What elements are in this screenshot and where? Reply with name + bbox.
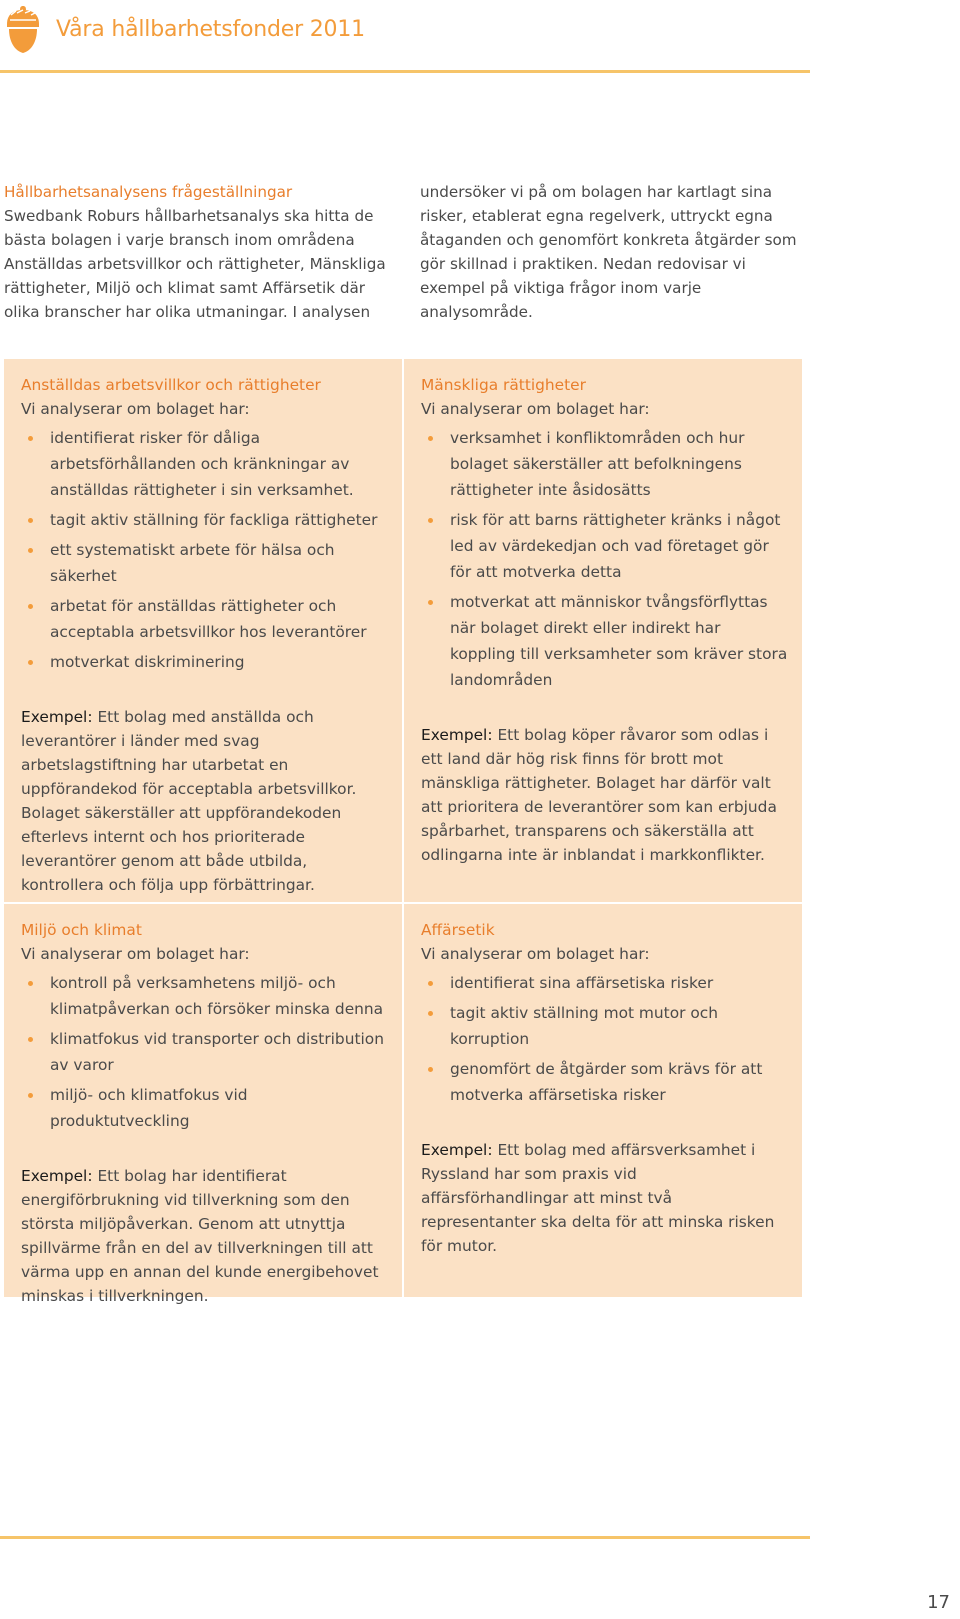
list-item: genomfört de åtgärder som krävs för att motverka affärsetiska risker bbox=[421, 1056, 788, 1108]
example-text: Ett bolag med anställda och leverantörer i länder med svag arbetslagstiftning har utarbetat en uppförandekod för acceptabla arbetsvillkor. Bolaget säkerställer att uppförandekoden efterlevs internt och hos prioriterade leverantörer genom att både utbilda, kontrollera och följa upp förbättringar. bbox=[21, 708, 357, 894]
example-text: Ett bolag köper råvaror som odlas i ett land där hög risk finns för brott mot mänskliga rättigheter. Bolaget har därför valt att prioritera de leverantörer som kan erbjuda spårbarhet, transparens och säkerställa att odlingarna inte är inblandat i markkonflikter. bbox=[421, 726, 777, 864]
list-item: klimatfokus vid transporter och distribution av varor bbox=[21, 1026, 388, 1078]
list-item: risk för att barns rättigheter kränks i något led av värdekedjan och vad företaget gör för att motverka detta bbox=[421, 507, 788, 585]
intro-heading: Hållbarhetsanalysens frågeställningar bbox=[4, 183, 293, 201]
header-divider bbox=[0, 70, 810, 73]
section-title: Miljö och klimat bbox=[21, 921, 142, 939]
section-list bbox=[421, 970, 788, 1108]
section-lead: Vi analyserar om bolaget har: bbox=[421, 945, 650, 963]
section-list bbox=[21, 970, 388, 1134]
example-paragraph bbox=[21, 1164, 388, 1308]
list-item: tagit aktiv ställning mot mutor och korruption bbox=[421, 1000, 788, 1052]
list-item: tagit aktiv ställning för fackliga rättigheter bbox=[21, 507, 388, 533]
section-list bbox=[421, 425, 788, 693]
example-text: Ett bolag med affärsverksamhet i Ryssland har som praxis vid affärsförhandlingar att minst två representanter ska delta för att minska risken för mutor. bbox=[421, 1141, 775, 1255]
page-title: Våra hållbarhetsfonder 2011 bbox=[56, 17, 365, 42]
section-lead: Vi analyserar om bolaget har: bbox=[421, 400, 650, 418]
list-item: verksamhet i konfliktområden och hur bolaget säkerställer att befolkningens rättigheter inte åsidosätts bbox=[421, 425, 788, 503]
example-label: Exempel: bbox=[421, 726, 493, 744]
section-lead: Vi analyserar om bolaget har: bbox=[21, 400, 250, 418]
example-label: Exempel: bbox=[21, 1167, 93, 1185]
intro-left-text: Swedbank Roburs hållbarhetsanalys ska hitta de bästa bolagen i varje bransch inom områdena Anställdas arbetsvillkor och rättigheter, Mänskliga rättigheter, Miljö och klimat samt Affärsetik där olika branscher har olika utmaningar. I analysen bbox=[4, 207, 386, 321]
footer-divider bbox=[0, 1536, 810, 1539]
example-label: Exempel: bbox=[21, 708, 93, 726]
acorn-icon bbox=[4, 4, 42, 54]
section-list bbox=[21, 425, 388, 675]
panel-environment bbox=[4, 904, 402, 1305]
panel-human-rights bbox=[404, 359, 802, 902]
list-item: motverkat diskriminering bbox=[21, 649, 388, 675]
intro-left-column bbox=[4, 180, 389, 324]
list-item: arbetat för anställdas rättigheter och acceptabla arbetsvillkor hos leverantörer bbox=[21, 593, 388, 645]
page-header bbox=[0, 0, 810, 75]
panel-employee-rights bbox=[4, 359, 402, 902]
section-title: Mänskliga rättigheter bbox=[421, 376, 586, 394]
list-item: identifierat risker för dåliga arbetsförhållanden och kränkningar av anställdas rättigheter i sin verksamhet. bbox=[21, 425, 388, 503]
example-paragraph bbox=[21, 705, 388, 897]
list-item: kontroll på verksamhetens miljö- och klimatpåverkan och försöker minska denna bbox=[21, 970, 388, 1022]
section-title: Anställdas arbetsvillkor och rättigheter bbox=[21, 376, 321, 394]
section-lead: Vi analyserar om bolaget har: bbox=[21, 945, 250, 963]
section-title: Affärsetik bbox=[421, 921, 495, 939]
example-paragraph bbox=[421, 1138, 788, 1258]
page-number: 17 bbox=[927, 1592, 950, 1613]
list-item: identifierat sina affärsetiska risker bbox=[421, 970, 788, 996]
example-label: Exempel: bbox=[421, 1141, 493, 1159]
example-text: Ett bolag har identifierat energiförbrukning vid tillverkning som den största miljöpåverkan. Genom att utnyttja spillvärme från en del av tillverkningen till att värma upp en annan del kunde energibehovet minskas i tillverkningen. bbox=[21, 1167, 379, 1305]
example-paragraph bbox=[421, 723, 788, 867]
intro-right-column bbox=[420, 180, 815, 324]
list-item: motverkat att människor tvångsförflyttas när bolaget direkt eller indirekt har koppling till verksamheter som kräver stora landområden bbox=[421, 589, 788, 693]
list-item: miljö- och klimatfokus vid produktutveckling bbox=[21, 1082, 388, 1134]
intro-right-text: undersöker vi på om bolagen har kartlagt sina risker, etablerat egna regelverk, uttryckt egna åtaganden och genomfört konkreta åtgärder som gör skillnad i praktiken. Nedan redovisar vi exempel på viktiga frågor inom varje analysområde. bbox=[420, 183, 797, 321]
list-item: ett systematiskt arbete för hälsa och säkerhet bbox=[21, 537, 388, 589]
panel-business-ethics bbox=[404, 904, 802, 1297]
